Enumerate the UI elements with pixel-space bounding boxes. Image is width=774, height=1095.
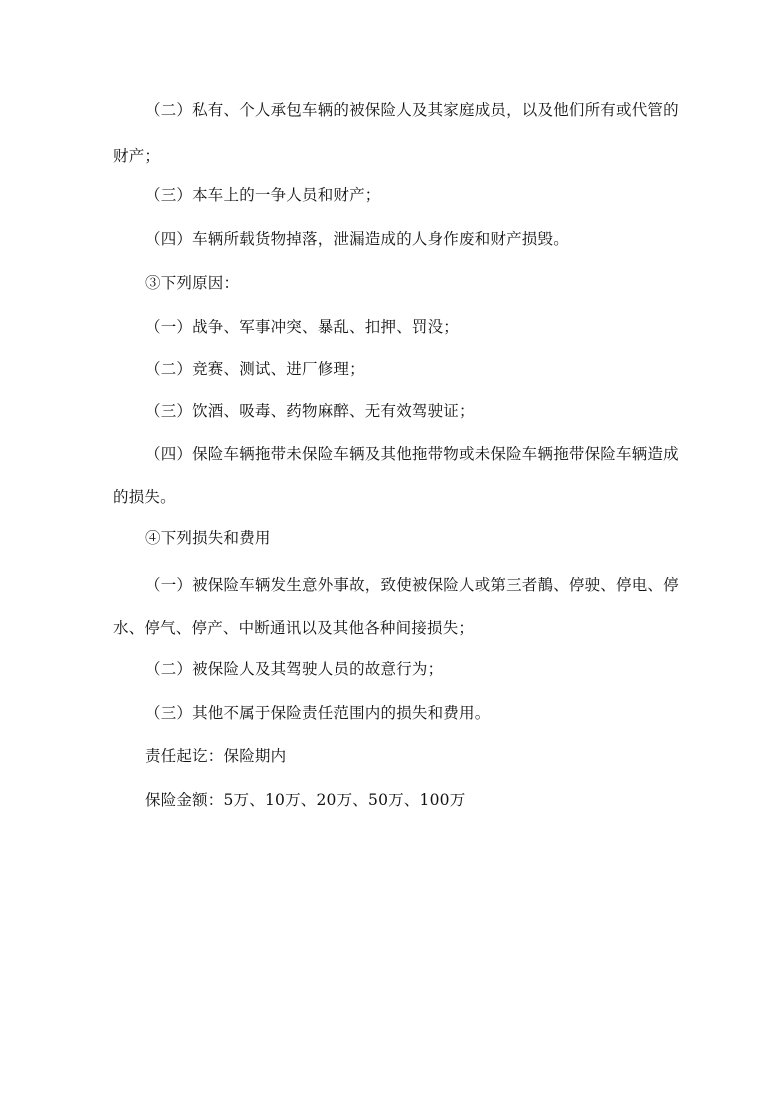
paragraph-line: 保险金额：5万、10万、20万、50万、100万: [145, 791, 466, 809]
paragraph-line: （四）车辆所载货物掉落，泄漏造成的人身作废和财产损毁。: [145, 230, 569, 248]
paragraph-line: （二）私有、个人承包车辆的被保险人及其家庭成员，以及他们所有或代管的: [145, 101, 679, 119]
paragraph-line: （三）本车上的一争人员和财产；: [145, 186, 381, 204]
paragraph-line: 的损失。: [113, 488, 176, 506]
section-heading: ③下列原因：: [145, 274, 240, 292]
paragraph-line: 水、停气、停产、中断通讯以及其他各种间接损失；: [113, 619, 475, 637]
section-heading: ④下列损失和费用: [145, 529, 271, 547]
paragraph-line: 财产；: [113, 147, 161, 165]
paragraph-line: （二）被保险人及其驾驶人员的故意行为；: [145, 660, 444, 678]
paragraph-line: （一）战争、军事冲突、暴乱、扣押、罚没；: [145, 318, 460, 336]
paragraph-line: （四）保险车辆拖带未保险车辆及其他拖带物或未保险车辆拖带保险车辆造成: [145, 445, 679, 463]
paragraph-line: （二）竞赛、测试、进厂修理；: [145, 360, 365, 378]
paragraph-line: （一）被保险车辆发生意外事故，致使被保险人或第三者鶄、停驶、停电、停: [145, 576, 679, 594]
paragraph-line: （三）饮酒、吸毒、药物麻醉、无有效驾驶证；: [145, 402, 475, 420]
paragraph-line: （三）其他不属于保险责任范围内的损失和费用。: [145, 704, 491, 722]
paragraph-line: 责任起讫：保险期内: [145, 747, 287, 765]
